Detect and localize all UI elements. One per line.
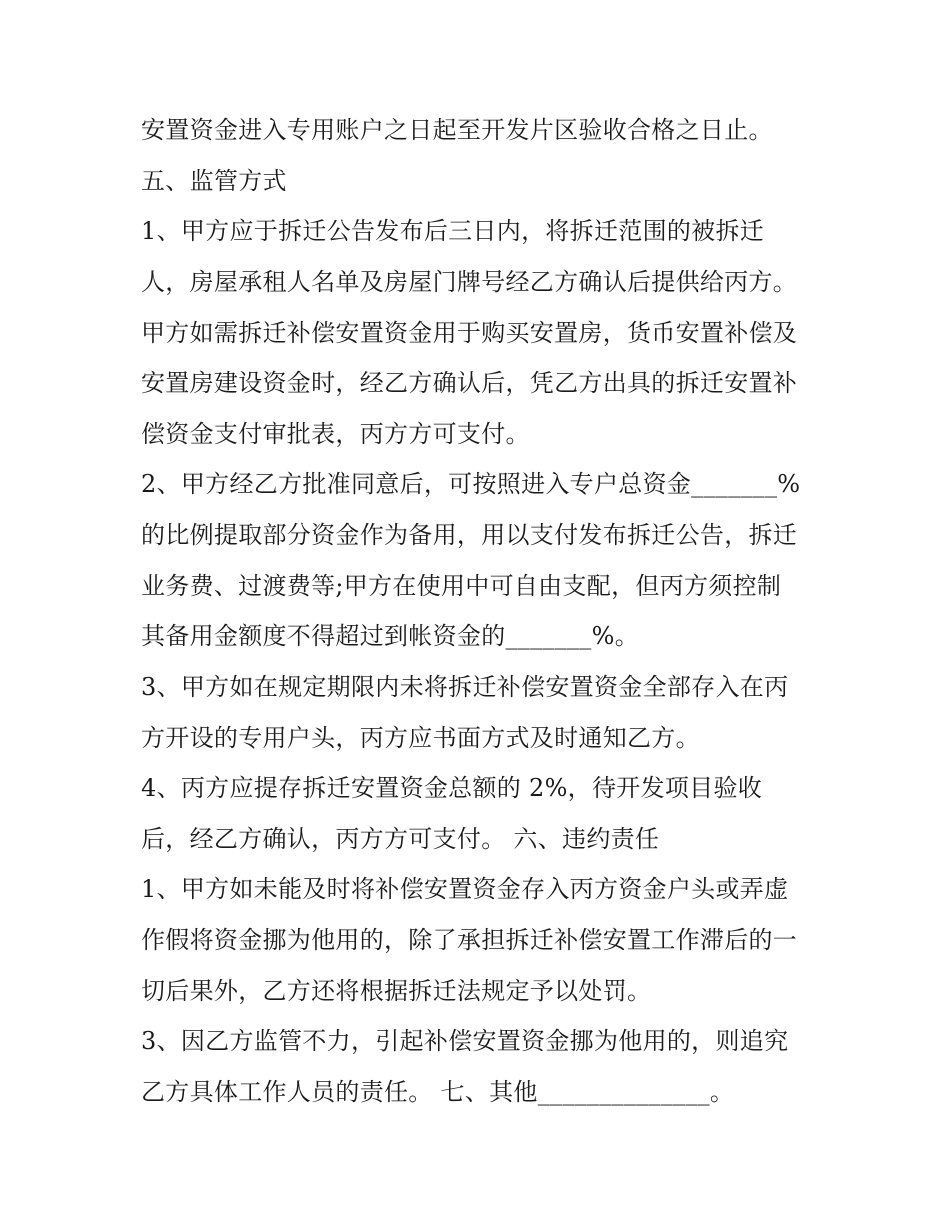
text-line: 其备用金额度不得超过到帐资金的_______%。 xyxy=(141,622,640,650)
text-line: 1、甲方如未能及时将补偿安置资金存入丙方资金户头或弄虚 xyxy=(141,875,789,903)
text-line: 乙方具体工作人员的责任。 七、其他______________。 xyxy=(141,1078,735,1106)
text-line: 的比例提取部分资金作为备用，用以支付发布拆迁公告，拆迁 xyxy=(141,521,798,549)
text-line: 3、因乙方监管不力，引起补偿安置资金挪为他用的，则追究 xyxy=(141,1027,789,1055)
text-line: 安置房建设资金时，经乙方确认后，凭乙方出具的拆迁安置补 xyxy=(141,369,798,397)
text-line: 甲方如需拆迁补偿安置资金用于购买安置房，货币安置补偿及 xyxy=(141,319,798,347)
text-line: 3、甲方如在规定期限内未将拆迁补偿安置资金全部存入在丙 xyxy=(141,673,789,701)
text-line: 作假将资金挪为他用的，除了承担拆迁补偿安置工作滞后的一 xyxy=(141,926,798,954)
text-line: 人，房屋承租人名单及房屋门牌号经乙方确认后提供给丙方。 xyxy=(141,268,798,296)
text-line: 偿资金支付审批表，丙方方可支付。 xyxy=(141,420,530,448)
text-line: 后，经乙方确认，丙方方可支付。 六、违约责任 xyxy=(141,825,660,853)
text-line: 切后果外，乙方还将根据拆迁法规定予以处罚。 xyxy=(141,977,652,1005)
text-line: 2、甲方经乙方批准同意后，可按照进入专户总资金_______% xyxy=(141,470,801,498)
text-line: 业务费、过渡费等;甲方在使用中可自由支配，但丙方须控制 xyxy=(141,572,782,600)
text-line: 方开设的专用户头，丙方应书面方式及时通知乙方。 xyxy=(141,724,700,752)
text-line: 安置资金进入专用账户之日起至开发片区验收合格之日止。 xyxy=(141,116,773,144)
text-line: 1、甲方应于拆迁公告发布后三日内，将拆迁范围的被拆迁 xyxy=(141,217,765,245)
section-heading: 五、监管方式 xyxy=(141,167,287,195)
text-line: 4、丙方应提存拆迁安置资金总额的 2%，待开发项目验收 xyxy=(141,774,763,802)
